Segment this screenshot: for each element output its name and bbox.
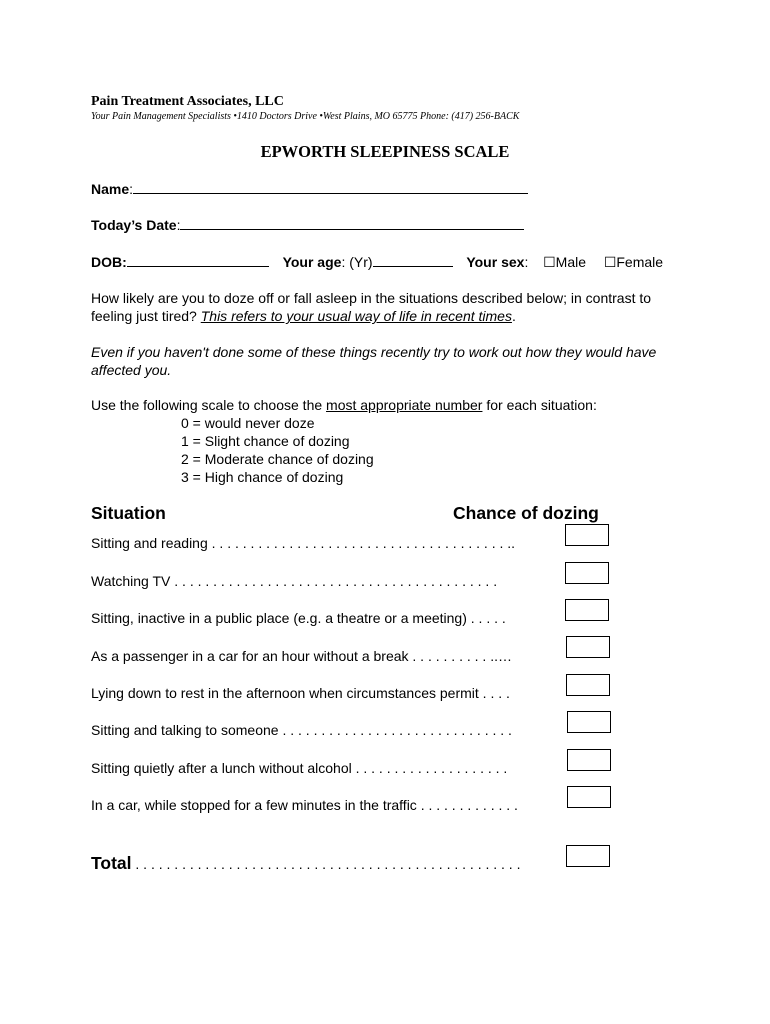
intro-period: . (511, 308, 516, 324)
name-label: Name (91, 181, 130, 197)
intro-note: Even if you haven't done some of these things recently try to work out how they would have affected you. (91, 344, 657, 378)
male-checkbox[interactable] (543, 254, 586, 270)
total-row (91, 853, 566, 874)
total-label: Total (91, 853, 132, 873)
dob-label: DOB: (91, 254, 127, 270)
dob-row: DOB: Your age: (Yr) Your sex: ☐Male ☐Female (91, 254, 664, 270)
score-box[interactable] (565, 524, 609, 546)
date-row: Today’s Date: (91, 216, 524, 233)
situation-row: In a car, while stopped for a few minutes in the traffic . . . . . . . . . . . . . (91, 797, 518, 813)
score-box[interactable] (567, 786, 611, 808)
score-box[interactable] (566, 674, 610, 696)
company-name: Pain Treatment Associates, LLC (91, 94, 284, 109)
form-title: EPWORTH SLEEPINESS SCALE (260, 142, 510, 161)
age-field[interactable] (373, 253, 453, 267)
scale-suffix: for each situation: (482, 397, 597, 413)
checkbox-icon: ☐ (603, 254, 617, 270)
scale-emphasis: most appropriate number (326, 397, 483, 413)
chance-header: Chance of dozing (453, 503, 599, 523)
female-checkbox[interactable] (604, 254, 663, 270)
name-field[interactable] (133, 180, 528, 194)
checkbox-icon: ☐ (543, 254, 556, 270)
scale-item: 1 = Slight chance of dozing (181, 433, 350, 449)
scale-instruction (91, 396, 691, 414)
male-label: Male (555, 254, 587, 270)
score-box[interactable] (565, 599, 609, 621)
score-box[interactable] (565, 562, 609, 584)
situation-row: Sitting quietly after a lunch without alcohol . . . . . . . . . . . . . . . . . . . . (91, 760, 508, 776)
situation-row: Sitting and talking to someone . . . . . . . . . . . . . . . . . . . . . . . . . . . . . . (91, 722, 512, 738)
company-tagline: Your Pain Management Specialists •1410 Doctors Drive •West Plains, MO 65775 Phone: (417) 256-BACK (91, 111, 520, 122)
age-unit: (Yr) (349, 254, 373, 270)
sex-label: Your sex (466, 254, 525, 270)
situation-row: Lying down to rest in the afternoon when circumstances permit . . . . (91, 685, 510, 701)
situation-row: Sitting and reading . . . . . . . . . . . . . . . . . . . . . . . . . . . . . . . . . . . . . . .. (91, 535, 516, 551)
date-label: Today’s Date (91, 217, 177, 233)
intro-text: How likely are you to doze off or fall asleep in the situations described below; in contrast to feeling just tired? (91, 290, 652, 324)
date-field[interactable] (180, 216, 524, 230)
scale-item: 0 = would never doze (181, 415, 315, 431)
scale-prefix: Use the following scale to choose the (91, 397, 327, 413)
name-row: Name: (91, 180, 528, 197)
female-label: Female (616, 254, 664, 270)
score-box[interactable] (567, 749, 611, 771)
age-label: Your age (282, 254, 342, 270)
total-box[interactable] (566, 845, 610, 867)
score-box[interactable] (566, 636, 610, 658)
intro-paragraph (91, 289, 691, 325)
total-leader: . . . . . . . . . . . . . . . . . . . . . . . . . . . . . . . . . . . . . . . . . . . . . . . . . . (131, 856, 521, 872)
scale-item: 3 = High chance of dozing (181, 469, 344, 485)
intro-emphasis: This refers to your usual way of life in recent times (200, 308, 512, 324)
situation-row: As a passenger in a car for an hour without a break . . . . . . . . . . ..… (91, 648, 512, 664)
situation-row: Sitting, inactive in a public place (e.g. a theatre or a meeting) . . . . . (91, 610, 506, 626)
dob-field[interactable] (127, 253, 269, 267)
scale-item: 2 = Moderate chance of dozing (181, 451, 374, 467)
situation-header: Situation (91, 503, 166, 523)
situation-row: Watching TV . . . . . . . . . . . . . . . . . . . . . . . . . . . . . . . . . . . . . . . . . . (91, 573, 498, 589)
score-box[interactable] (567, 711, 611, 733)
